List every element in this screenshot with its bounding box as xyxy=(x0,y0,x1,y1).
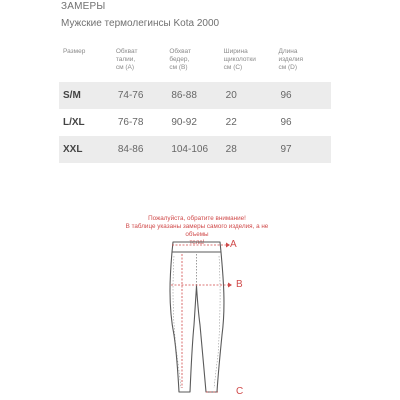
waist-cell: 74-76 xyxy=(112,82,165,109)
length-cell: 96 xyxy=(280,117,292,128)
size-cell: XXL xyxy=(59,136,112,163)
table-row xyxy=(59,109,331,136)
hip-cell: 86-88 xyxy=(165,82,219,109)
size-cell: L/XL xyxy=(63,117,85,128)
table-row xyxy=(59,82,331,109)
marker-c-label: C xyxy=(236,386,244,397)
table-header-row xyxy=(59,44,331,82)
table-row xyxy=(59,136,331,163)
ankle-cell: 22 xyxy=(225,117,237,128)
notice-line-1: Пожалуйста, обратите внимание! xyxy=(148,215,246,222)
header-length: Длина изделия см (D) xyxy=(278,48,304,71)
page-heading: ЗАМЕРЫ xyxy=(61,1,106,12)
length-cell: 96 xyxy=(274,82,331,109)
notice-line-3: тела! xyxy=(189,239,205,246)
waist-cell: 84-86 xyxy=(112,136,165,163)
notice-line-2: В таблице указаны замеры самого изделия, а не объемы xyxy=(125,223,269,238)
waist-cell: 76-78 xyxy=(117,117,144,128)
leggings-diagram xyxy=(150,230,260,400)
hip-cell: 104-106 xyxy=(165,136,219,163)
marker-b-label: B xyxy=(236,279,243,290)
header-waist: Обхват талии, см (A) xyxy=(115,48,138,71)
page-subtitle: Мужские термолегинсы Kota 2000 xyxy=(61,18,220,29)
leggings-outline xyxy=(170,242,224,392)
length-cell: 97 xyxy=(274,136,331,163)
header-ankle: Ширина щиколотки см (C) xyxy=(223,48,256,71)
marker-a-label: A xyxy=(230,239,237,250)
size-table xyxy=(59,44,331,163)
header-hip: Обхват бедер, см (B) xyxy=(169,48,191,71)
ankle-cell: 28 xyxy=(220,136,275,163)
header-size: Размер xyxy=(63,48,86,55)
hip-cell: 90-92 xyxy=(171,117,197,128)
size-cell: S/M xyxy=(59,82,112,109)
ankle-cell: 20 xyxy=(220,82,275,109)
